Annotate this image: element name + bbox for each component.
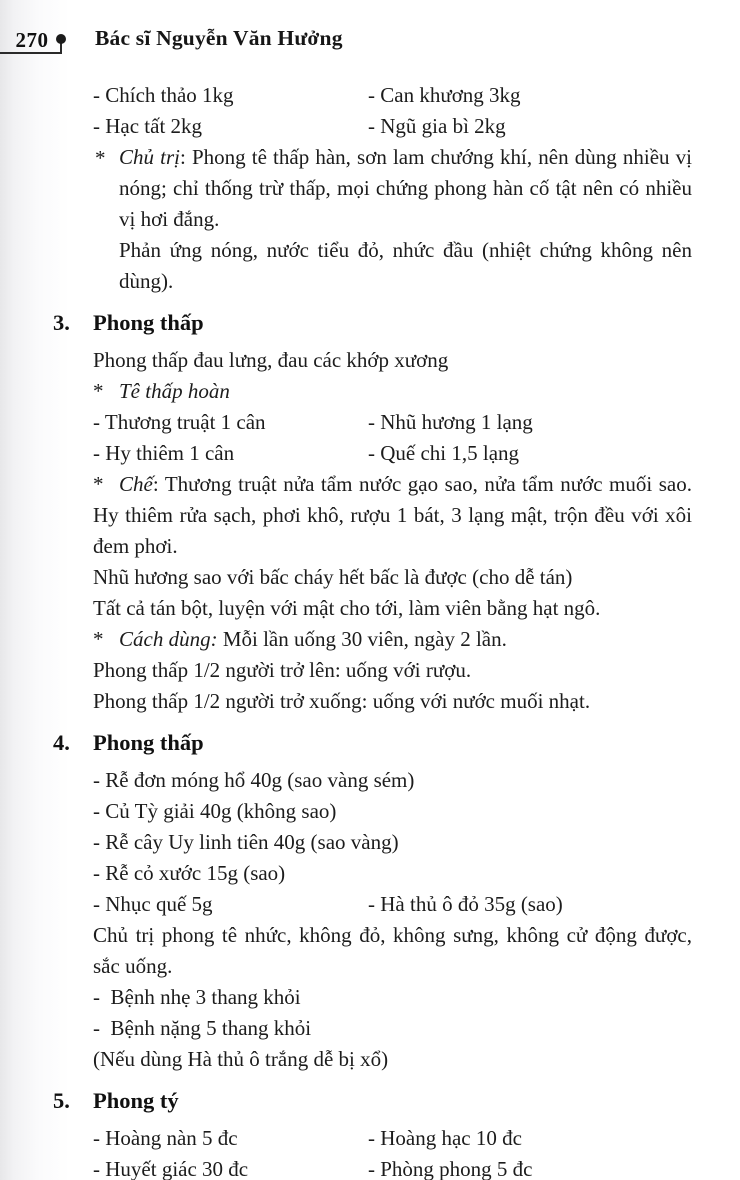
ingredient-right: - Hà thủ ô đỏ 35g (sao) [368,892,563,916]
asterisk-marker: * [93,472,104,496]
ingredient-right: - Quế chi 1,5 lạng [368,441,520,465]
remedy-name: Tê thấp hoàn [119,379,230,403]
caution-line: (Nếu dùng Hà thủ ô trắng dễ bị xổ) [93,1047,389,1071]
page-content [53,80,698,1180]
ingredient-left: - Thương truật 1 cân [93,410,266,434]
chu-tri-paragraph: Chủ trị phong tê nhức, không đỏ, không sưng, không cử động được, sắc uống. [93,923,692,978]
asterisk-marker: * [95,146,106,170]
chu-tri-text: : Phong tê thấp hàn, sơn lam chướng khí, nên dùng nhiều vị nóng; chỉ thống trừ thấp, mọi chứng phong hàn cố tật nên có nhiều vị hơi đắng. [119,145,698,231]
remedy-name-line [93,376,692,407]
ingredient-left: - Chích thảo 1kg [93,83,234,107]
ingredient-row [93,1154,692,1180]
section-heading [53,306,692,340]
ingredient-row [93,407,692,438]
section-heading [53,1084,692,1118]
ingredient-right: - Phòng phong 5 đc [368,1157,533,1180]
ingredient-line: - Rễ cỏ xước 15g (sao) [93,861,286,885]
ingredient-left: - Nhục quế 5g [93,892,213,916]
ingredient-line: - Rễ cây Uy linh tiên 40g (sao vàng) [93,830,399,854]
che-label: Chế [119,472,153,496]
cach-dung-line [93,624,692,655]
running-title: Bác sĩ Nguyễn Văn Hưởng [95,26,343,50]
section-number: 3. [53,310,70,335]
ingredient-row [93,438,692,469]
ingredient-line: - Củ Tỳ giải 40g (không sao) [93,799,337,823]
page-number: 270 [15,28,49,52]
note-line: - Bệnh nặng 5 thang khỏi [93,1016,312,1040]
ingredient-right: - Nhũ hương 1 lạng [368,410,533,434]
cach-dung-text: Mỗi lần uống 30 viên, ngày 2 lần. [217,627,507,651]
section-title: Phong thấp [93,310,204,335]
tat-ca-line: Tất cả tán bột, luyện với mật cho tới, làm viên bằng hạt ngô. [93,596,601,620]
chu-tri-paragraph [93,142,698,235]
ingredient-row [93,1123,692,1154]
ingredient-left: - Hy thiêm 1 cân [93,441,235,465]
page-header [0,26,740,66]
che-paragraph [93,469,698,562]
section-number: 5. [53,1088,70,1113]
usage-upper-line: Phong thấp 1/2 người trở lên: uống với rượu. [93,658,472,682]
ingredient-row [93,889,692,920]
ingredient-row [93,111,692,142]
ingredient-left: - Hạc tất 2kg [93,114,203,138]
ingredient-right: - Ngũ gia bì 2kg [368,114,506,138]
section3-intro: Phong thấp đau lưng, đau các khớp xương [93,348,449,372]
section-number: 4. [53,730,70,755]
bullet-dot-icon [56,34,66,44]
asterisk-marker: * [93,379,104,403]
chu-tri-label: Chủ trị [119,145,180,169]
ingredient-left: - Huyết giác 30 đc [93,1157,249,1180]
note-line: - Bệnh nhẹ 3 thang khỏi [93,985,301,1009]
section-title: Phong thấp [93,730,204,755]
asterisk-marker: * [93,627,104,651]
reaction-paragraph: Phản ứng nóng, nước tiểu đỏ, nhức đầu (nhiệt chứng không nên dùng). [119,238,692,293]
usage-lower-line: Phong thấp 1/2 người trở xuống: uống với nước muối nhạt. [93,689,591,713]
section-title: Phong tý [93,1088,179,1113]
cach-dung-label: Cách dùng: [119,627,218,651]
ingredient-right: - Can khương 3kg [368,83,521,107]
ingredient-line: - Rễ đơn móng hổ 40g (sao vàng sém) [93,768,415,792]
section-heading [53,726,692,760]
nhu-huong-line: Nhũ hương sao với bấc cháy hết bấc là được (cho dễ tán) [93,565,573,589]
ingredient-row [93,80,692,111]
ingredient-right: - Hoàng hạc 10 đc [368,1126,522,1150]
ingredient-left: - Hoàng nàn 5 đc [93,1126,238,1150]
header-rule [0,52,62,54]
che-text: : Thương truật nửa tẩm nước gạo sao, nửa tẩm nước muối sao. Hy thiêm rửa sạch, phơi khô, rượu 1 bát, 3 lạng mật, trộn đều với xôi đem phơi. [93,472,698,558]
